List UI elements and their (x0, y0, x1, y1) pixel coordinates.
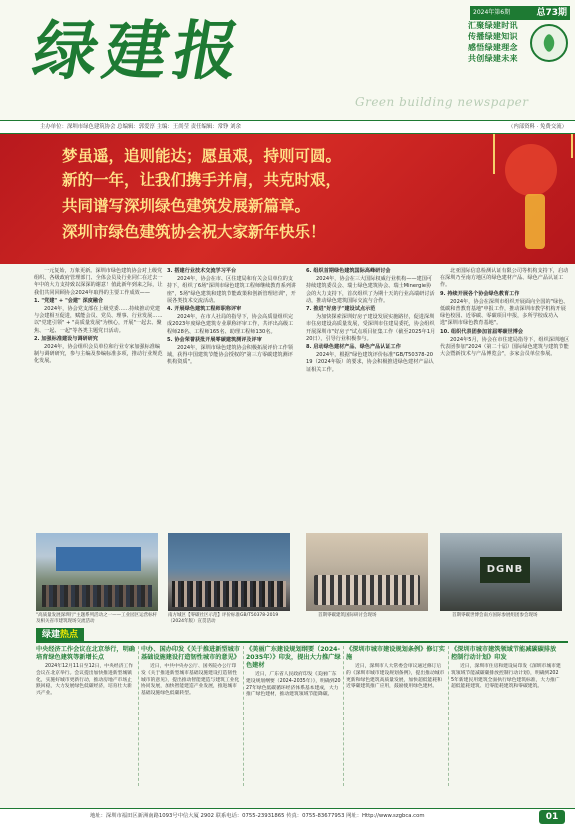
masthead-english-title: Green building newspaper (355, 95, 529, 109)
slogan: 传播绿建知识 (468, 32, 518, 41)
event-photo-3 (306, 533, 428, 611)
article-subheading: 10. 组织代表团参加首届零碳世博会 (440, 328, 524, 335)
banner-line: 共同谱写深圳绿色建筑发展新篇章。 (62, 196, 311, 215)
article-subheading: 8. 启动绿色建材产品、绿色产品认证工作 (306, 344, 401, 351)
publisher-info (0, 120, 575, 134)
photo-caption: 南方城区【零碳社区示范】评价标准GB/T50378-2019（2024年版）宣贯活动 (168, 613, 279, 624)
slogan: 共创绿建未来 (468, 54, 518, 63)
article-paragraph: 为加快探索深圳好房子建设发展实施路径，促进深圳市住房建设高质量发展，受深圳市住建局委托，协会组织开展深圳市"好房子"试点项目征集工作（截至2025年1月20日），引导行业积极参与。 (306, 314, 436, 342)
news-item (36, 646, 136, 698)
article-subheading: 2. 加强标准建设与调研研究 (34, 335, 98, 342)
news-title: 《深圳市城市建筑领域节能减碳碳排放控制行动计划》印发 (451, 646, 557, 661)
article-columns (0, 268, 575, 628)
event-photo-2 (168, 533, 290, 611)
lantern-tassel-decoration (525, 194, 545, 249)
page-number: 01 (539, 810, 565, 824)
article-paragraph: 2024年，根据"绿色建筑评价标准"GB/T50378-2019（2024年版）的要求，协会积极推进绿色建材产品认证相关工作。 (306, 352, 434, 373)
article-paragraph: 2024年，协会在三大国际权威行业机构——建国可持续建筑委员会、瑞士绿色建筑协会、瑞士Minergie协会的大力支持下，首次组织了为期十天的行业高端研讨活动，推动绿色建筑国际交流与合作。 (306, 276, 435, 304)
banner-line: 新的一年，让我们携手并肩，共克时艰， (62, 170, 342, 189)
news-item (451, 646, 561, 691)
article-column-1 (34, 268, 164, 367)
article-column-4 (440, 268, 570, 359)
hanging-string-decoration (493, 134, 495, 174)
event-photo-1 (36, 533, 158, 611)
news-title: 中办、国办印发《关于推进新型城市基础设施建设打造韧性城市的意见》 (141, 646, 240, 661)
column-divider (243, 646, 244, 786)
photo-caption: 首期零碳建筑国际研讨会现场 (318, 613, 377, 618)
masthead-title: 绿建报 (27, 14, 251, 89)
banner-line: 梦虽遥，追则能达；愿虽艰，持则可圆。 (62, 146, 342, 165)
footer-contact: 地址：深圳市福田区新洲南路1093号中信大厦 2902 联系电话：0755-23931865 传真：0755-83677953 网址：Http://www.szgbca.com (90, 813, 425, 819)
footer (0, 808, 575, 826)
news-body: 近日，广东省人民政府印发《美丽广东建设规划纲要（2024-2035年）》，明确到2027年绿色低碳循环经济体系基本建成，大力推广绿色建材，推动建筑领域节能降碳。 (246, 672, 341, 698)
slogan-list (468, 20, 532, 64)
article-subheading: 1. "党建" + "会建" 深度融合 (34, 297, 104, 304)
masthead (0, 0, 575, 120)
news-item (346, 646, 446, 691)
article-paragraph: 2024年，在市人社局的指导下，协会高质量组织完成2023年度绿色建筑专业职称评审工作，共评出高级工程师28名、工程师165名、助理工程师130名。 (167, 314, 294, 335)
event-sign: DGNB (480, 557, 530, 583)
article-paragraph: 2024年，协会在市、区住建局和有关会员单位的支持下，组织了6场"深圳市绿色建筑工程师继续教育系列讲座"，5场"绿色建筑和建筑节能政策和创新管理培训"，开展各类技术交流活动。 (167, 276, 297, 304)
section-divider (36, 641, 568, 643)
distribution-note: （内部资料 · 免费交流） (507, 124, 567, 130)
article-subheading: 9. 持续开展各个协会绿色教育工作 (440, 290, 520, 297)
photo-caption: "高质量发展深圳行"主题系列活动之一——工业园区运营标杆及相关省市建筑现场交流活动 (36, 613, 158, 624)
article-paragraph: 2024年，协会党支部在上级党委……持续推动党建与会建相互促进，赋能会员、党员、理事、行业发展……以"党建引领" + "高质量发展"为核心，开展"一起去、聚焦、一起、一起"等各类主题党日活动。 (34, 306, 163, 334)
news-body: 近日，中共中央办公厅、国务院办公厅印发《关于推进新型城市基础设施建设打造韧性城市的意见》，提出推动智能建造与建筑工业化协同发展，加快智能建造产业发展，推进城市基础设施绿色低碳转型。 (141, 664, 240, 697)
association-logo-icon (530, 24, 568, 62)
lantern-decoration (505, 144, 557, 196)
article-subheading: 5. 协会荣誉获批开展零碳建筑测评及评审 (167, 336, 262, 343)
photo-caption: 首期零碳世博会南方国际参展组团参会现场 (452, 613, 538, 618)
issue-label: 2024年第6期 (473, 9, 511, 16)
column-divider (448, 646, 449, 786)
news-body: 近日，深圳市人大常委会审议通过修订后的《深圳市城市建设规划条例》，提出推动城市更新和绿色建筑高质量发展，加快超低能耗和近零碳建筑推广应用，鼓励使用绿色建材。 (346, 664, 445, 690)
section-tag-green: 绿建 (42, 630, 61, 640)
article-subheading: 7. 推进"好房子"建设试点示范 (306, 306, 376, 313)
slogan: 感悟绿建理念 (468, 43, 518, 52)
article-subheading: 4. 开展绿色建筑工程师职称评审 (167, 306, 242, 313)
article-paragraph: 2024年，协会组织会员单位和行业专家加强标准编制与调研研究，参与主编及参编标准多项，推动行业规范化发展。 (34, 344, 163, 365)
article-paragraph: 2024年，深圳市绿色建筑协会积极拓展评价工作领域，获得中国建筑节能协会授权的"第三方零碳建筑测评机构资质"。 (167, 345, 294, 366)
issue-box (470, 6, 570, 20)
news-body: 2024年12月11日至12日，中央经济工作会议在北京举行。会议提出加快推进新型城镇化，实施好城市更新行动，推动房地产市场止跌回稳，大力发展绿色低碳经济，培育壮大新兴产业。 (36, 664, 134, 697)
article-column-2 (167, 268, 297, 368)
column-divider (138, 646, 139, 786)
article-paragraph: 一元复始，万象更新。深圳市绿色建筑协会对上级党组织、各级政府管理部门、全体会员及行业同仁在过去一年中的大力支持致以深深的谢意！值此新年到来之际，让我们共同回顾协会2024年取得的主要工作成效—— (34, 268, 163, 296)
article-subheading: 6. 组织首期绿色建筑国际高峰研讨会 (306, 268, 391, 274)
banner-line: 深圳市绿色建筑协会祝大家新年快乐！ (62, 222, 326, 241)
article-subheading: 3. 搭建行业技术交流学习平台 (167, 268, 237, 274)
news-title: 中央经济工作会议在北京举行，明确培育绿色建筑等新增长点 (36, 646, 135, 661)
news-item (141, 646, 241, 698)
news-item (246, 646, 341, 699)
article-paragraph: 2024年5月，协会在市住建局指导下，组织深圳地区代表团参加"2024（第二十届）国际绿色建筑与建筑节能大会暨新技术与产品博览会"，多家会员单位参展。 (440, 336, 570, 358)
new-year-banner (0, 134, 575, 264)
news-title: 《深圳市城市建设规划条例》修订实施 (346, 646, 445, 661)
event-photo-4 (440, 533, 562, 611)
article-column-3 (306, 268, 436, 375)
article-paragraph: 北亚国际信息检测认证有限公司等机构支持下，启动在深圳乃至南方地区的绿色建材产品、绿色产品认证工作。 (440, 268, 569, 289)
issue-number: 总73期 (536, 8, 567, 18)
hanging-string-decoration (571, 134, 573, 158)
publisher-credits: 主办单位：深圳市绿色建筑协会 总编辑：郭爱淳 主编：王尚莹 责任编辑：常铮 刘余 (40, 124, 241, 130)
article-paragraph: 2024年，协会在深圳市组织开展面向全国的"绿色、低碳和普教育基地"申报工作，推动深圳市教学机构开展绿色校园、近零碳、零碳项目申报，多所学校成功入选"深圳市绿色教育基地"。 (440, 298, 569, 327)
news-body: 近日，深圳市住房和建设局印发《深圳市城市建筑领域节能减碳碳排放控制行动计划》，明确到2025年新建民用建筑全面执行绿色建筑标准，大力推广超低能耗建筑、近零能耗建筑和零碳建筑。 (451, 664, 561, 690)
slogan: 汇聚绿建时讯 (468, 21, 518, 30)
column-divider (343, 646, 344, 786)
news-title: 《美丽广东建设规划纲要（2024-2035年）》印发，提出大力推广绿色建材 (246, 646, 341, 669)
section-tag-hot: 热点 (60, 630, 79, 640)
hot-news-section (0, 628, 575, 808)
section-tag (36, 628, 84, 642)
